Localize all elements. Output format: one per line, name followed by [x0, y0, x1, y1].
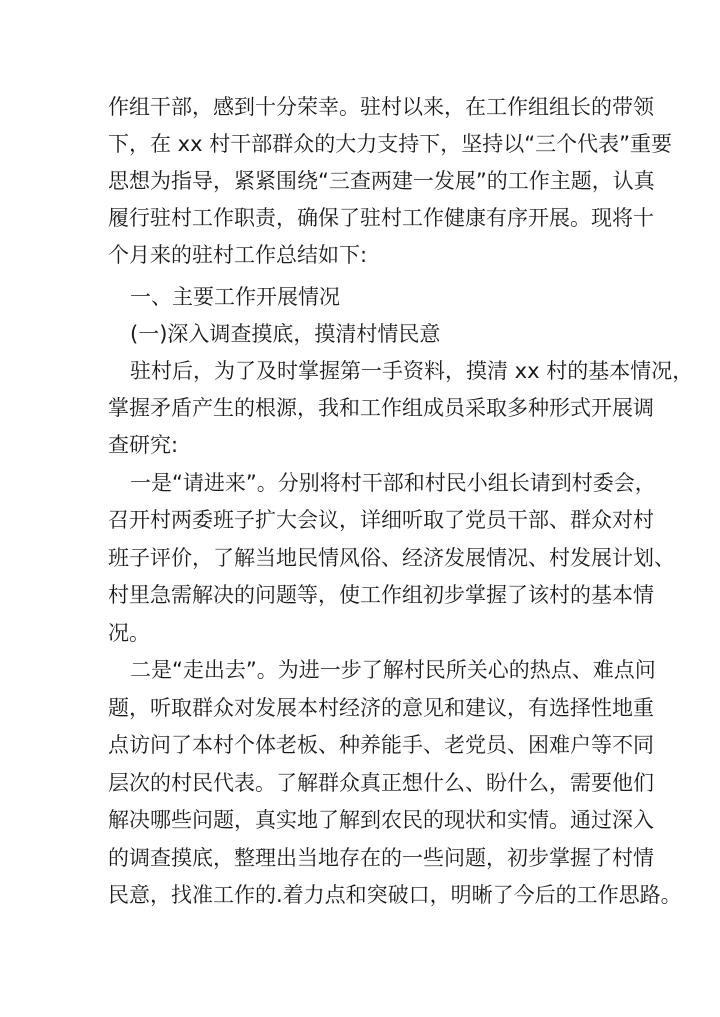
paragraph-line: 点访问了本村个体老板、种养能手、老党员、困难户等不同	[108, 733, 654, 757]
paragraph-line: 的调查摸底，整理出当地存在的一些问题，初步掌握了村情	[108, 846, 654, 870]
paragraph-line: 题，听取群众对发展本村经济的意见和建议，有选择性地重	[108, 696, 654, 720]
paragraph-line: 驻村后，为了及时掌握第一手资料，摸清 xx 村的基本情况，	[130, 359, 694, 383]
paragraph-line: 层次的村民代表。了解群众真正想什么、盼什么，需要他们	[108, 771, 654, 795]
paragraph-line: 况。	[108, 621, 150, 645]
paragraph-line: 二是“走出去”。为进一步了解村民所关心的热点、难点问	[130, 658, 656, 682]
paragraph-line: 一是“请进来”。分别将村干部和村民小组长请到村委会，	[130, 471, 656, 495]
paragraph-line: 解决哪些问题，真实地了解到农民的现状和实情。通过深入	[108, 808, 654, 832]
paragraph-line: 村里急需解决的问题等，使工作组初步掌握了该村的基本情	[108, 583, 654, 607]
paragraph-line: 作组干部，感到十分荣幸。驻村以来，在工作组组长的带领	[108, 95, 654, 119]
paragraph-line: 班子评价，了解当地民情风俗、经济发展情况、村发展计划、	[108, 546, 675, 570]
paragraph-line: 下，在 xx 村干部群众的大力支持下，坚持以“三个代表”重要	[108, 132, 672, 156]
paragraph-line: 掌握矛盾产生的根源，我和工作组成员采取多种形式开展调	[108, 396, 654, 420]
paragraph-line: 查研究:	[108, 433, 179, 457]
paragraph-line: 个月来的驻村工作总结如下:	[108, 243, 368, 267]
paragraph-line: 履行驻村工作职责，确保了驻村工作健康有序开展。现将十	[108, 206, 654, 230]
paragraph-line: 思想为指导，紧紧围绕“三查两建一发展”的工作主题，认真	[108, 169, 655, 193]
section-heading: 一、主要工作开展情况	[130, 285, 340, 309]
subsection-heading: (一)深入调查摸底，摸清村情民意	[130, 322, 441, 346]
paragraph-line: 民意，找准工作的.着力点和突破口，明晰了今后的工作思路。	[108, 883, 682, 907]
paragraph-line: 召开村两委班子扩大会议，详细听取了党员干部、群众对村	[108, 508, 654, 532]
